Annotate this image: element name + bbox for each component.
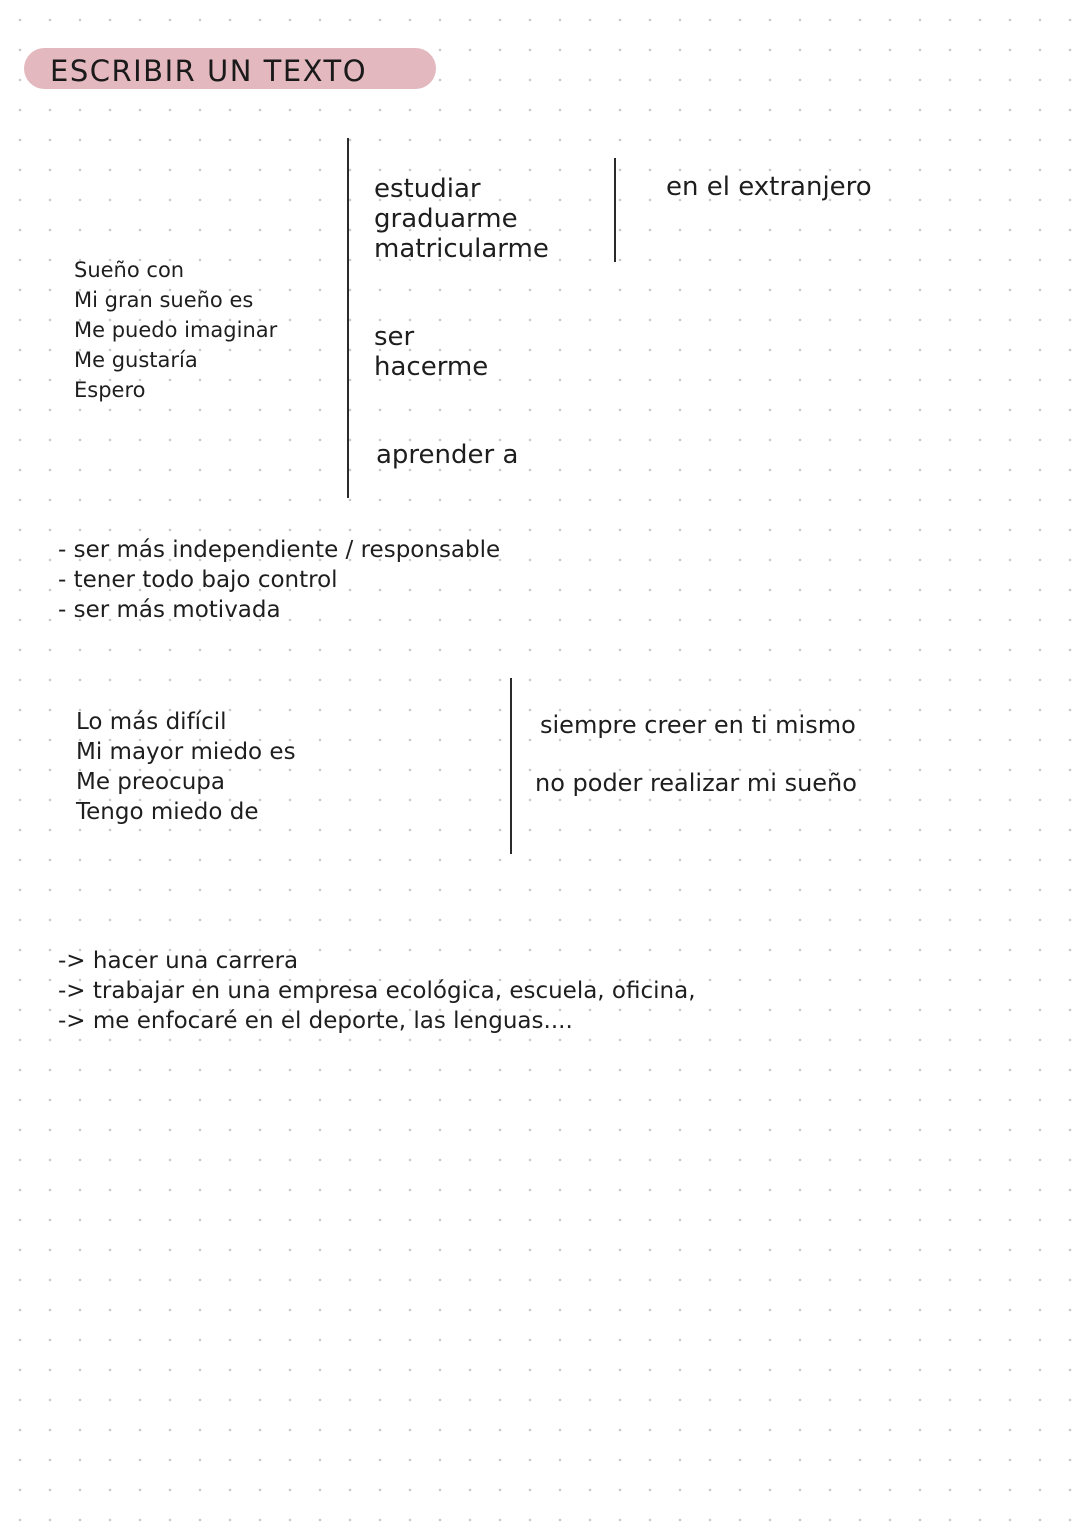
verb-line: hacerme xyxy=(374,352,489,382)
dream-openers xyxy=(74,255,277,405)
page-title: ESCRIBIR UN TEXTO xyxy=(50,54,368,88)
verb-line: graduarme xyxy=(374,204,518,234)
plan-item: -> trabajar en una empresa ecológica, escuela, oficina, xyxy=(58,978,696,1004)
opener-line: Lo más difícil xyxy=(76,709,227,735)
goal-item: - tener todo bajo control xyxy=(58,567,338,593)
divider-line-2 xyxy=(614,158,616,262)
opener-line: Tengo miedo de xyxy=(76,799,259,825)
plan-item: -> hacer una carrera xyxy=(58,948,299,974)
verb-line: estudiar xyxy=(374,174,481,204)
goal-item: - ser más motivada xyxy=(58,597,281,623)
plans-list xyxy=(58,946,696,1036)
study-verbs xyxy=(374,174,549,264)
goals-list xyxy=(58,535,500,625)
divider-line-3 xyxy=(510,678,512,854)
verb-line: matricularme xyxy=(374,234,549,264)
opener-line: Sueño con xyxy=(74,258,185,282)
opener-line: Me gustaría xyxy=(74,348,198,372)
opener-line: Mi mayor miedo es xyxy=(76,739,296,765)
ending-phrase: siempre creer en ti mismo xyxy=(540,711,856,739)
become-verbs xyxy=(374,322,488,382)
divider-line-1 xyxy=(347,138,349,498)
opener-line: Me puedo imaginar xyxy=(74,318,278,342)
title-badge xyxy=(24,48,436,89)
ending-phrase: no poder realizar mi sueño xyxy=(535,769,857,797)
learn-verb: aprender a xyxy=(376,440,519,470)
verb-line: ser xyxy=(374,322,415,352)
opener-line: Me preocupa xyxy=(76,769,225,795)
fear-openers xyxy=(76,707,296,827)
plan-item: -> me enfocaré en el deporte, las lenguas.... xyxy=(58,1008,573,1034)
opener-line: Mi gran sueño es xyxy=(74,288,254,312)
place-phrase: en el extranjero xyxy=(666,172,872,202)
opener-line: Espero xyxy=(74,378,146,402)
goal-item: - ser más independiente / responsable xyxy=(58,537,501,563)
